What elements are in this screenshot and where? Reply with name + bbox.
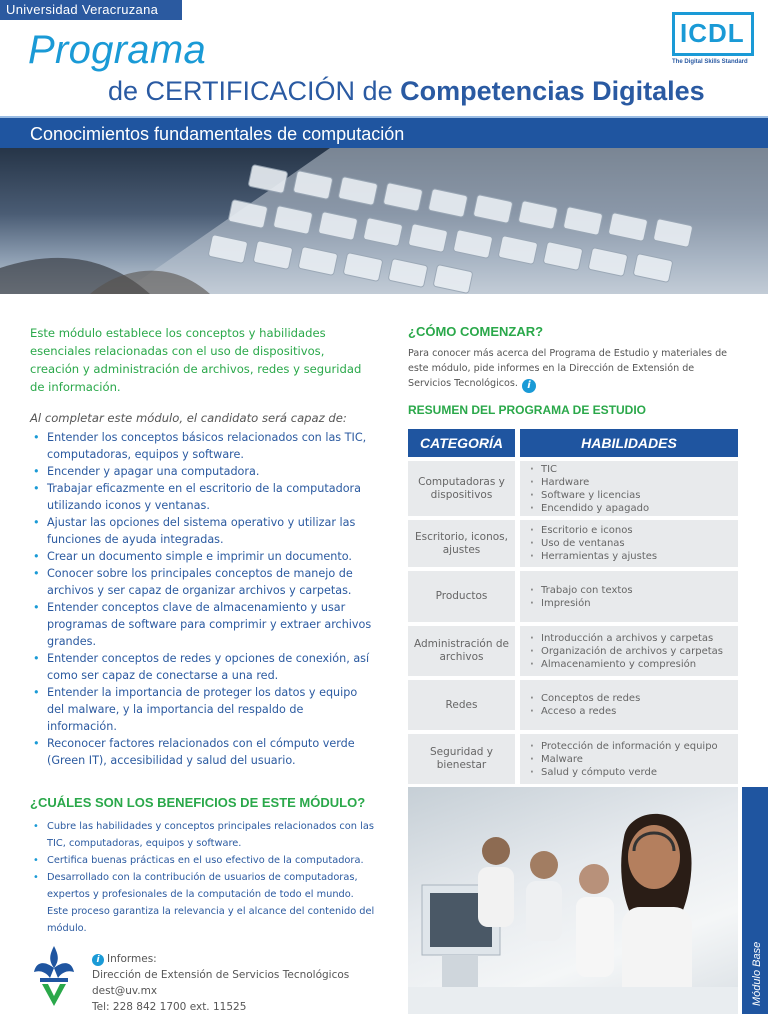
contact-office: Dirección de Extensión de Servicios Tecnológicos (92, 969, 350, 981)
table-header-habilidades: HABILIDADES (520, 429, 738, 457)
icdl-logo-text: ICDL (680, 18, 745, 48)
skill-item: · Software y licencias (528, 489, 738, 502)
start-text-body: Para conocer más acerca del Programa de Estudio y materiales de este módulo, pide informes en la Dirección de Extensión de Servicios Tecnológicos. (408, 348, 728, 389)
side-tab-label: Módulo Base (751, 941, 763, 1006)
skill-item: · Salud y cómputo verde (528, 766, 738, 779)
list-item: • Desarrollado con la contribución de usuarios de computadoras, expertos y profesionales de la computación de todo el mundo. Este proceso garantiza la relevancia y el alcance del contenido del módulo. (30, 869, 375, 937)
summary-heading: RESUMEN DEL PROGRAMA DE ESTUDIO (408, 403, 647, 417)
list-item: • Entender conceptos de redes y opciones de conexión, así como ser capaz de conectarse a una red. (30, 650, 375, 684)
skills-lead: Al completar este módulo, el candidato será capaz de: (30, 411, 347, 425)
list-item: • Entender los conceptos básicos relacionados con las TIC, computadoras, equipos y software. (30, 429, 375, 463)
skills-cell (520, 626, 738, 676)
table-row (408, 520, 738, 567)
list-item: • Ajustar las opciones del sistema operativo y utilizar las funciones de ayuda integradas. (30, 514, 375, 548)
subtitle-prefix: de CERTIFICACIÓN de (108, 76, 401, 106)
list-item: • Entender conceptos clave de almacenamiento y usar programas de software para comprimir y extraer archivos grandes. (30, 599, 375, 650)
benefits-list (30, 818, 375, 937)
call-center-photo (408, 787, 738, 1014)
skill-item: · Organización de archivos y carpetas (528, 645, 738, 658)
contact-block (92, 951, 349, 1015)
skill-item: · Malware (528, 753, 738, 766)
list-item: • Entender la importancia de proteger los datos y equipo del malware, y la importancia del respaldo de información. (30, 684, 375, 735)
skill-item: · TIC (528, 463, 738, 476)
category-cell: Seguridad y bienestar (408, 734, 515, 784)
category-cell: Redes (408, 680, 515, 730)
skills-cell (520, 680, 738, 730)
subtitle-bold: Competencias Digitales (400, 76, 705, 106)
skill-item: · Hardware (528, 476, 738, 489)
info-icon: i (92, 954, 104, 966)
info-icon: i (522, 379, 536, 393)
skill-item: · Almacenamiento y compresión (528, 658, 738, 671)
table-row (408, 461, 738, 516)
skills-list (30, 429, 375, 769)
module-intro: Este módulo establece los conceptos y habilidades esenciales relacionadas con el uso de dispositivos, creación y administración de archivos, redes y seguridad de información. (30, 326, 362, 394)
table-row (408, 571, 738, 622)
list-item: • Certifica buenas prácticas en el uso efectivo de la computadora. (30, 852, 375, 869)
list-item: • Trabajar eficazmente en el escritorio de la computadora utilizando iconos y ventanas. (30, 480, 375, 514)
contact-email[interactable]: dest@uv.mx (92, 985, 158, 997)
list-item: • Cubre las habilidades y conceptos principales relacionados con las TIC, computadoras, equipos y software. (30, 818, 375, 852)
table-row (408, 734, 738, 784)
university-label: Universidad Veracruzana (0, 0, 182, 20)
section-banner: Conocimientos fundamentales de computación (0, 116, 768, 148)
skills-cell (520, 520, 738, 567)
side-tab (742, 787, 768, 1014)
keyboard-illustration (0, 148, 768, 294)
page-subtitle (108, 76, 705, 107)
category-cell: Administración de archivos (408, 626, 515, 676)
list-item: • Reconocer factores relacionados con el cómputo verde (Green IT), accesibilidad y salud del usuario. (30, 735, 375, 769)
list-item: • Encender y apagar una computadora. (30, 463, 375, 480)
category-cell: Productos (408, 571, 515, 622)
uv-crest-icon (30, 944, 78, 1008)
skill-item: · Impresión (528, 597, 738, 610)
keyboard-photo (0, 148, 768, 294)
skill-item: · Acceso a redes (528, 705, 738, 718)
skills-cell (520, 571, 738, 622)
skills-cell (520, 461, 738, 516)
skill-item: · Protección de información y equipo (528, 740, 738, 753)
list-item: • Crear un documento simple e imprimir un documento. (30, 548, 375, 565)
page-title: Programa (28, 28, 207, 72)
skill-item: · Conceptos de redes (528, 692, 738, 705)
contact-label: Informes: (107, 953, 157, 965)
category-cell: Escritorio, iconos, ajustes (408, 520, 515, 567)
skills-cell (520, 734, 738, 784)
skill-item: · Encendido y apagado (528, 502, 738, 515)
skill-item: · Herramientas y ajustes (528, 550, 738, 563)
icdl-logo-tagline: The Digital Skills Standard (672, 59, 748, 65)
list-item: • Conocer sobre los principales conceptos de manejo de archivos y ser capaz de organizar archivos y carpetas. (30, 565, 375, 599)
contact-label-line (92, 951, 349, 967)
skill-item: · Escritorio e iconos (528, 524, 738, 537)
table-header-categoria: CATEGORÍA (408, 429, 515, 457)
table-row (408, 626, 738, 676)
skill-item: · Trabajo con textos (528, 584, 738, 597)
start-heading: ¿CÓMO COMENZAR? (408, 324, 544, 339)
call-center-illustration (408, 787, 738, 1014)
category-cell: Computadoras y dispositivos (408, 461, 515, 516)
start-text (408, 346, 738, 393)
benefits-heading: ¿CUÁLES SON LOS BENEFICIOS DE ESTE MÓDULO? (30, 795, 366, 810)
skill-item: · Introducción a archivos y carpetas (528, 632, 738, 645)
skill-item: · Uso de ventanas (528, 537, 738, 550)
contact-phone: Tel: 228 842 1700 ext. 11525 (92, 1001, 247, 1013)
icdl-logo (672, 12, 754, 66)
table-row (408, 680, 738, 730)
